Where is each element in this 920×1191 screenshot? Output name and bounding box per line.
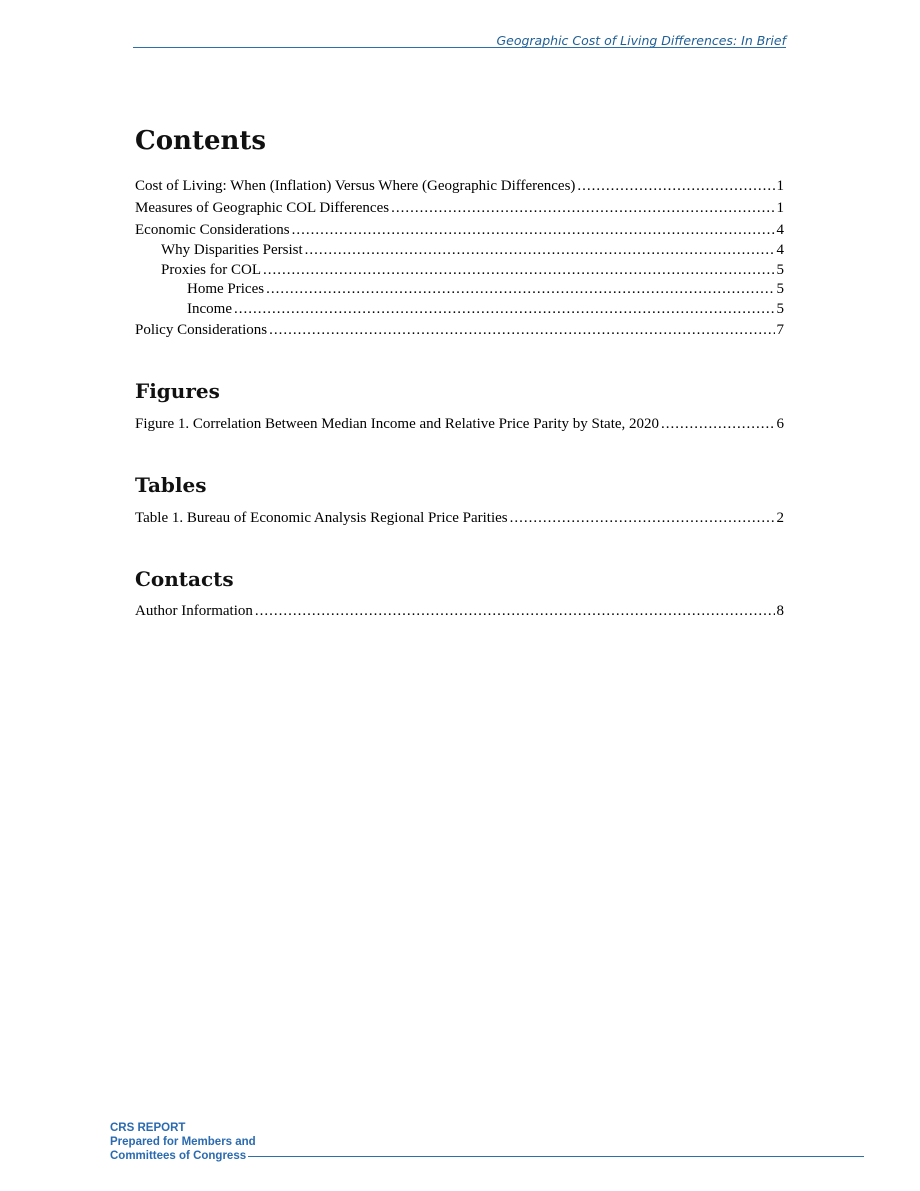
toc-entry-proxies-for-col[interactable] xyxy=(135,261,784,281)
toc-page-number: 6 xyxy=(776,416,784,432)
toc-entry-label: Table 1. Bureau of Economic Analysis Regional Price Parities xyxy=(135,510,508,526)
toc-dot-leader xyxy=(661,414,774,434)
toc-dot-leader xyxy=(255,601,775,621)
toc-page-number: 1 xyxy=(776,200,784,216)
running-header-title: Geographic Cost of Living Differences: In Brief xyxy=(496,33,786,48)
toc-page-number: 4 xyxy=(776,242,784,258)
toc-entry-label: Why Disparities Persist xyxy=(161,242,303,258)
toc-entry-income[interactable] xyxy=(135,300,784,320)
toc-dot-leader xyxy=(266,280,774,300)
toc-entry-label: Author Information xyxy=(135,603,253,619)
toc-page-number: 4 xyxy=(776,222,784,238)
toc-dot-leader xyxy=(577,175,774,197)
toc-entry-cost-of-living[interactable] xyxy=(135,175,784,197)
toc-entry-measures[interactable] xyxy=(135,197,784,219)
toc-entry-label: Measures of Geographic COL Differences xyxy=(135,200,390,216)
toc-entry-why-disparities-persist[interactable] xyxy=(135,241,784,261)
tables-list xyxy=(135,508,784,528)
toc-dot-leader xyxy=(292,219,775,241)
toc-entry-table-1[interactable] xyxy=(135,508,784,528)
tables-heading: Tables xyxy=(135,473,207,497)
figures-heading: Figures xyxy=(135,379,220,403)
contents-heading: Contents xyxy=(135,126,267,156)
toc-dot-leader xyxy=(234,300,775,320)
toc-entry-label: Income xyxy=(187,300,232,317)
toc-dot-leader xyxy=(305,241,775,261)
toc-page-number: 8 xyxy=(776,603,784,619)
footer-divider xyxy=(248,1156,864,1157)
toc-dot-leader xyxy=(269,319,774,341)
toc-entry-label: Policy Considerations xyxy=(135,322,268,338)
toc-entry-label: Cost of Living: When (Inflation) Versus Where (Geographic Differences) xyxy=(135,178,576,194)
toc-page-number: 2 xyxy=(776,510,784,526)
contents-list xyxy=(135,175,784,341)
contacts-list xyxy=(135,601,784,621)
footer-brand-subtitle-2: Committees of Congress xyxy=(110,1150,247,1162)
toc-entry-label: Proxies for COL xyxy=(161,261,261,278)
toc-page-number: 5 xyxy=(776,261,784,278)
crs-report-footer-brand xyxy=(110,1121,256,1163)
toc-dot-leader xyxy=(263,261,775,281)
toc-dot-leader xyxy=(510,508,775,528)
toc-page-number: 5 xyxy=(776,300,784,317)
footer-brand-subtitle-1: Prepared for Members and xyxy=(110,1136,256,1148)
header-divider xyxy=(133,47,786,48)
toc-entry-author-information[interactable] xyxy=(135,601,784,621)
toc-entry-economic-considerations[interactable] xyxy=(135,219,784,241)
toc-page-number: 1 xyxy=(776,178,784,194)
toc-entry-figure-1[interactable] xyxy=(135,414,784,434)
contacts-heading: Contacts xyxy=(135,567,234,591)
figures-list xyxy=(135,414,784,434)
toc-entry-label: Figure 1. Correlation Between Median Income and Relative Price Parity by State, 2020 xyxy=(135,416,660,432)
toc-entry-home-prices[interactable] xyxy=(135,280,784,300)
footer-brand-title: CRS REPORT xyxy=(110,1122,186,1134)
toc-entry-policy-considerations[interactable] xyxy=(135,319,784,341)
toc-entry-label: Economic Considerations xyxy=(135,222,290,238)
toc-page-number: 7 xyxy=(776,322,784,338)
toc-page-number: 5 xyxy=(776,281,784,297)
toc-dot-leader xyxy=(391,197,774,219)
toc-entry-label: Home Prices xyxy=(187,281,265,297)
